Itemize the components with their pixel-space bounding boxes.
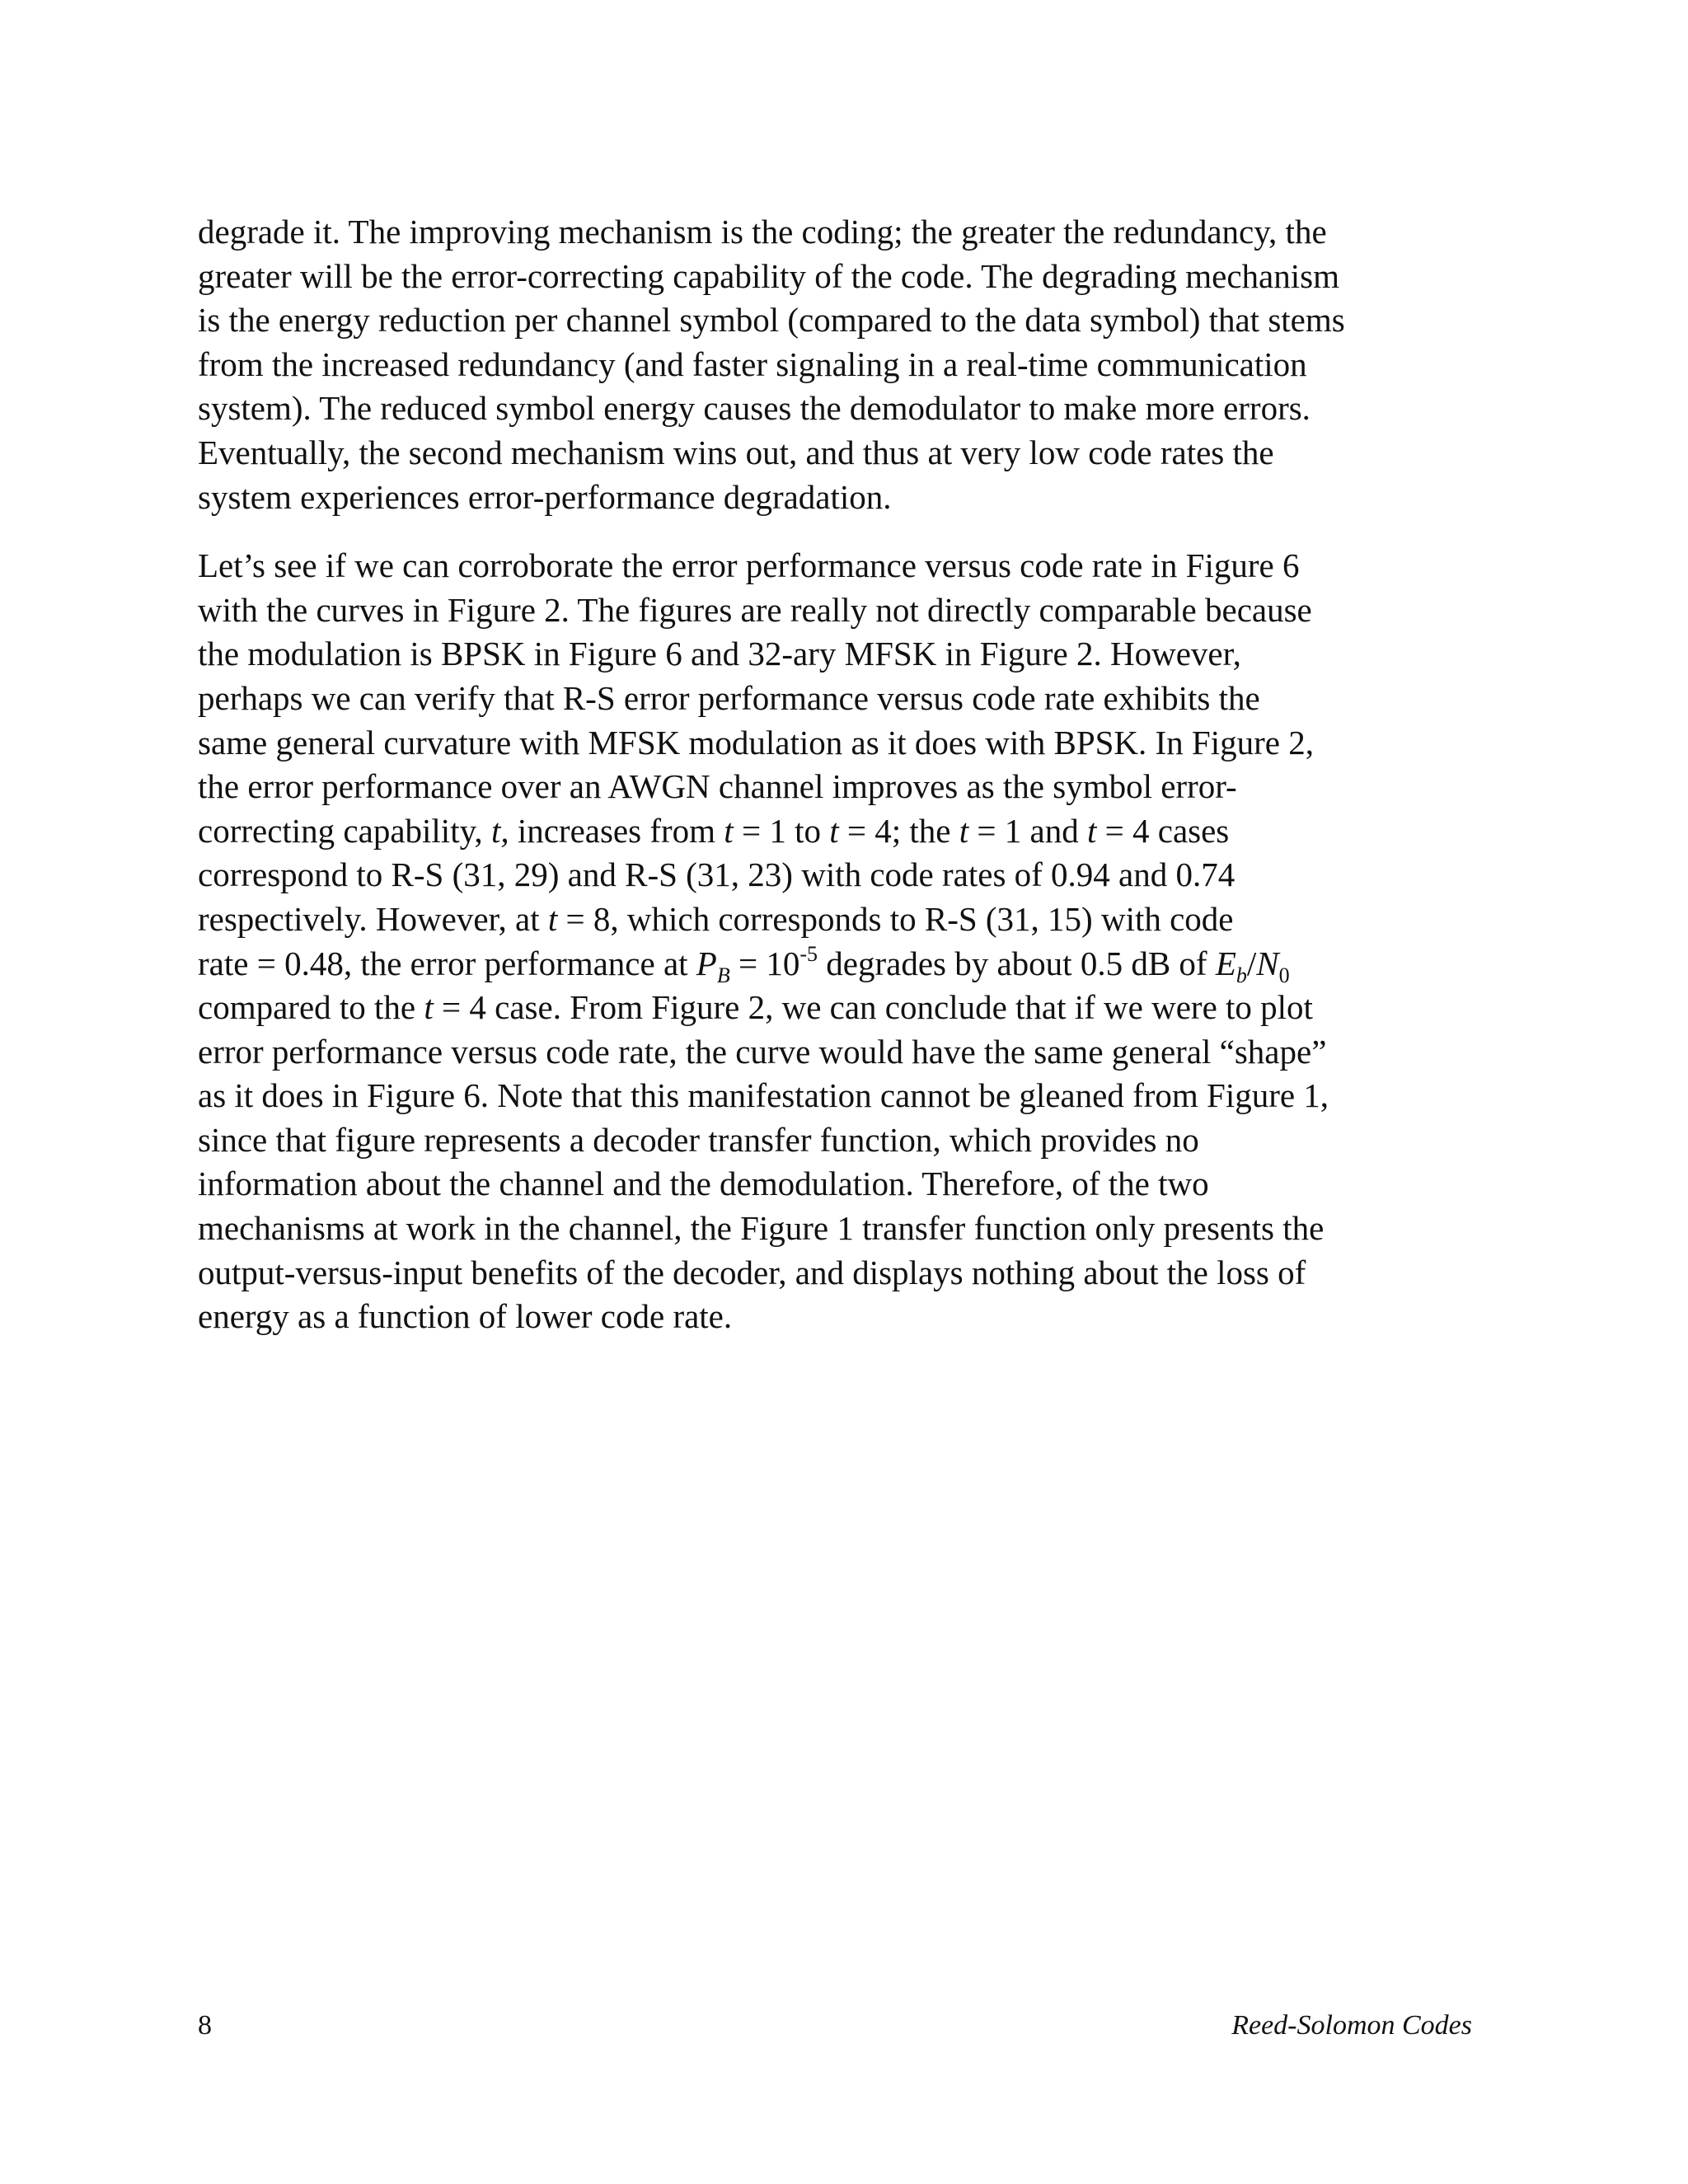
text-run: Eventually, the second mechanism wins out, and thus at very low code rates the [198,433,1274,471]
text-line [198,721,1500,766]
text-line [198,1074,1500,1118]
text-line [198,298,1500,343]
text-run: Let’s see if we can corroborate the error performance versus code rate in Figure 6 [198,546,1300,585]
text-line [198,632,1500,677]
text-line [198,809,1500,854]
text-run: = 4 case. From Figure 2, we can conclude that if we were to plot [433,988,1313,1027]
text-run: system experiences error-performance degradation. [198,477,892,516]
text-run: compared to the [198,988,424,1027]
subscript: 0 [1278,963,1290,987]
text-line [198,1295,1500,1339]
text-run: the modulation is BPSK in Figure 6 and 32-ary MFSK in Figure 2. However, [198,635,1241,673]
text-run: with the curves in Figure 2. The figures are really not directly comparable because [198,590,1312,629]
text-run: system). The reduced symbol energy causes the demodulator to make more errors. [198,389,1311,428]
text-line [198,1251,1500,1296]
text-line [198,588,1500,633]
text-run: same general curvature with MFSK modulation as it does with BPSK. In Figure 2, [198,723,1314,762]
text-line [198,255,1500,299]
text-run: output-versus-input benefits of the decoder, and displays nothing about the loss of [198,1253,1306,1291]
text-run: degrades by about 0.5 dB of [818,944,1216,982]
text-line [198,1118,1500,1163]
text-run: increases from [509,811,724,850]
text-run: = 1 and [968,811,1087,850]
text-run: error performance versus code rate, the curve would have the same general “shape” [198,1032,1327,1071]
text-run: information about the channel and the demodulation. Therefore, of the two [198,1165,1209,1203]
text-run: respectively. However, at [198,899,548,938]
italic-text: t [724,811,734,850]
subscript: B [716,963,730,987]
text-run: perhaps we can verify that R-S error performance versus code rate exhibits the [198,678,1260,717]
italic-text: N [1256,944,1279,982]
text-run: = 8, which corresponds to R-S (31, 15) with code [557,899,1234,938]
italic-text: t [424,988,434,1027]
text-run: rate = 0.48, the error performance at [198,944,696,982]
text-run: energy as a function of lower code rate. [198,1297,733,1336]
text-line [198,1030,1500,1075]
text-line [198,942,1500,987]
text-line [198,1162,1500,1207]
text-line [198,476,1500,520]
text-line [198,210,1500,255]
text-line [198,1207,1500,1251]
text-line [198,544,1500,588]
italic-text: t [829,811,839,850]
text-run: = 4 cases [1096,811,1230,850]
text-run: since that figure represents a decoder transfer function, which provides no [198,1120,1199,1159]
text-run: greater will be the error-correcting capability of the code. The degrading mechanism [198,256,1339,295]
text-run: degrade it. The improving mechanism is the coding; the greater the redundancy, the [198,213,1327,251]
italic-text: P [696,944,717,982]
text-line [198,986,1500,1030]
text-run: / [1246,944,1257,982]
page-body [198,210,1500,1339]
superscript: -5 [799,941,818,966]
text-line [198,387,1500,431]
italic-text: t [959,811,969,850]
italic-text: E [1215,944,1236,982]
paragraph-2 [198,544,1500,1339]
page-number: 8 [198,2010,212,2041]
text-run: correcting capability, [198,811,491,850]
text-line [198,853,1500,898]
text-line [198,343,1500,387]
text-run: = 10 [729,944,800,982]
paragraph-1 [198,210,1500,519]
text-line [198,431,1500,476]
text-run: correspond to R-S (31, 29) and R-S (31, 23) with code rates of 0.94 and 0.74 [198,855,1236,894]
italic-text: t [1086,811,1097,850]
text-run: is the energy reduction per channel symbol (compared to the data symbol) that stems [198,301,1345,340]
italic-text: t, [490,811,509,850]
text-run: from the increased redundancy (and faster signaling in a real-time communication [198,344,1307,383]
text-run: the error performance over an AWGN channel improves as the symbol error- [198,767,1237,806]
text-run: mechanisms at work in the channel, the Figure 1 transfer function only presents the [198,1209,1325,1248]
text-run: = 1 to [733,811,830,850]
text-line [198,677,1500,721]
text-run: = 4; the [838,811,959,850]
text-line [198,898,1500,942]
text-run: as it does in Figure 6. Note that this manifestation cannot be gleaned from Figure 1, [198,1076,1329,1115]
text-line [198,765,1500,809]
running-title: Reed-Solomon Codes [1231,2010,1472,2041]
subscript: b [1236,963,1247,987]
italic-text: t [547,899,558,938]
